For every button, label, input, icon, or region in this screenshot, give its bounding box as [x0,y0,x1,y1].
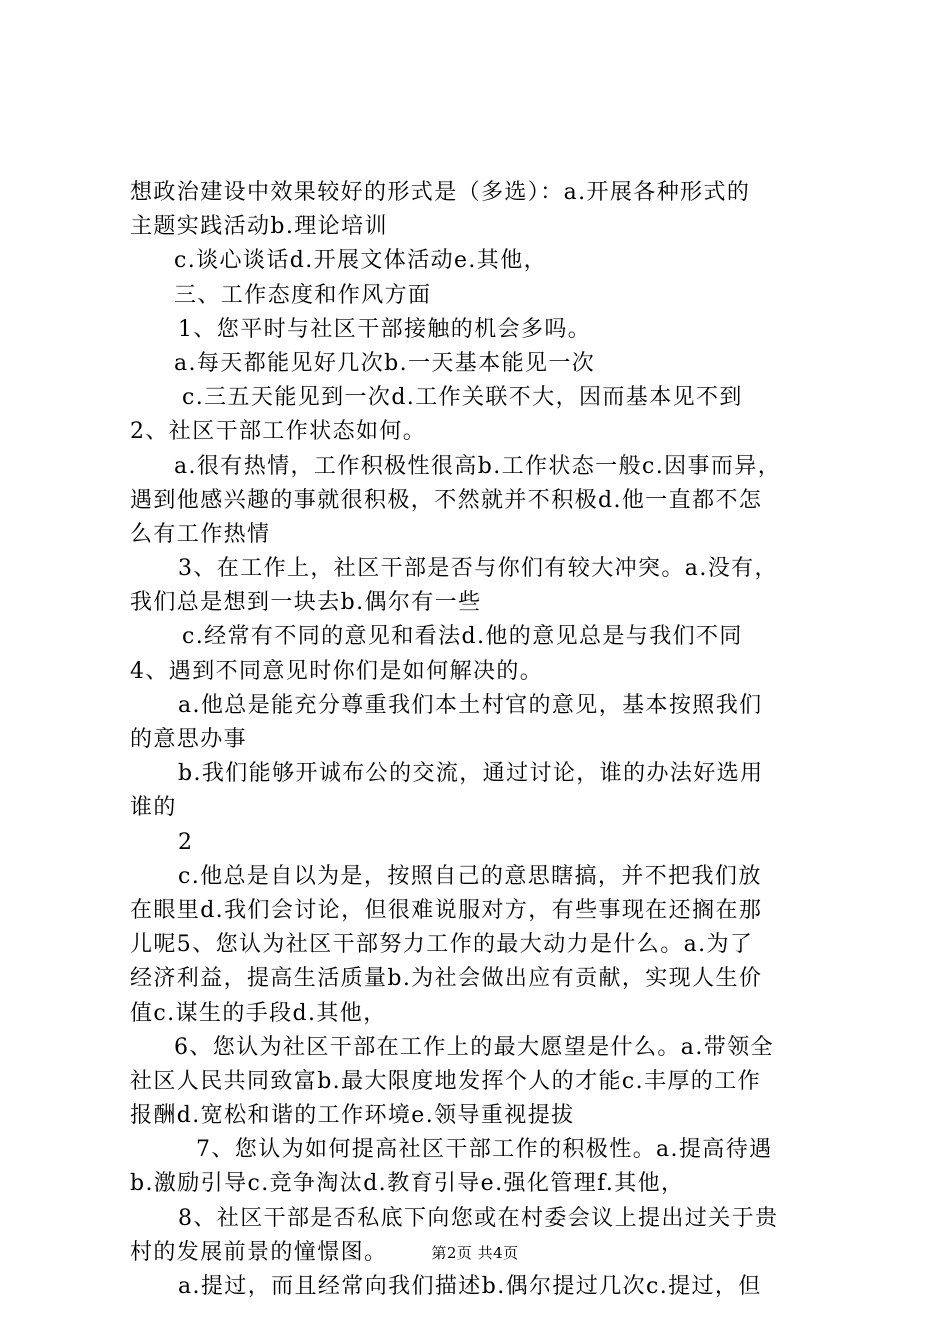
text-line: 的意思办事 [130,727,248,752]
text-line: 在眼里d.我们会讨论，但很难说服对方，有些事现在还搁在那 [130,897,763,923]
text-line: c.他总是自以为是，按照自己的意思瞎搞，并不把我们放 [178,863,762,889]
question-line: 2、社区干部工作状态如何。 [130,419,427,445]
text-line: 报酬d.宽松和谐的工作环境e.领导重视提拔 [130,1103,575,1129]
question-line: 8、社区干部是否私底下向您或在村委会议上提出过关于贵 [178,1205,779,1231]
text-line: 值c.谋生的手段d.其他， [130,1000,387,1026]
text-line: a.提过，而且经常向我们描述b.偶尔提过几次c.提过，但 [178,1274,762,1299]
text-line: 谁的 [130,795,177,821]
question-line: 6、您认为社区干部在工作上的最大愿望是什么。a.带领全 [174,1034,774,1060]
text-line: 想政治建设中效果较好的形式是（多选）：a.开展各种形式的 [130,180,751,205]
text-line: 社区人民共同致富b.最大限度地发挥个人的才能c.丰厚的工作 [130,1068,761,1094]
text-line: 村的发展前景的憧憬图。 [130,1239,388,1265]
text-line: c.经常有不同的意见和看法d.他的意见总是与我们不同 [182,624,743,650]
inline-page-number: 2 [178,829,194,855]
text-line: 儿呢5、您认为社区干部努力工作的最大动力是什么。a.为了 [130,932,754,958]
text-line: b.我们能够开诚布公的交流，通过讨论，谁的办法好选用 [178,761,764,787]
text-line: 我们总是想到一块去b.偶尔有一些 [130,590,482,616]
text-line: 主题实践活动b.理论培训 [130,214,388,240]
document-body [130,176,835,1304]
text-line: 么有工作热情 [130,521,271,547]
text-line: a.每天都能见好几次b.一天基本能见一次 [174,350,596,376]
page-footer: 第2页 共4页 [431,1244,519,1262]
text-line: a.很有热情，工作积极性很高b.工作状态一般c.因事而异， [174,453,782,479]
question-line: 4、遇到不同意见时你们是如何解决的。 [130,658,544,684]
text-line: 遇到他感兴趣的事就很积极，不然就并不积极d.他一直都不怎 [130,487,763,513]
question-line: 1、您平时与社区干部接触的机会多吗。 [178,316,592,342]
question-line: 3、在工作上，社区干部是否与你们有较大冲突。a.没有， [178,556,778,582]
section-heading: 三、工作态度和作风方面 [174,282,432,308]
text-line: c.三五天能见到一次d.工作关联不大，因而基本见不到 [182,385,743,411]
text-line: b.激励引导c.竞争淘汰d.教育引导e.强化管理f.其他， [130,1171,685,1197]
text-line: 经济利益，提高生活质量b.为社会做出应有贡献，实现人生价 [130,966,763,992]
text-line: c.谈心谈话d.开展文体活动e.其他， [174,248,548,274]
text-line: a.他总是能充分尊重我们本土村官的意见，基本按照我们 [178,692,763,718]
question-line: 7、您认为如何提高社区干部工作的积极性。a.提高待遇 [196,1137,773,1163]
